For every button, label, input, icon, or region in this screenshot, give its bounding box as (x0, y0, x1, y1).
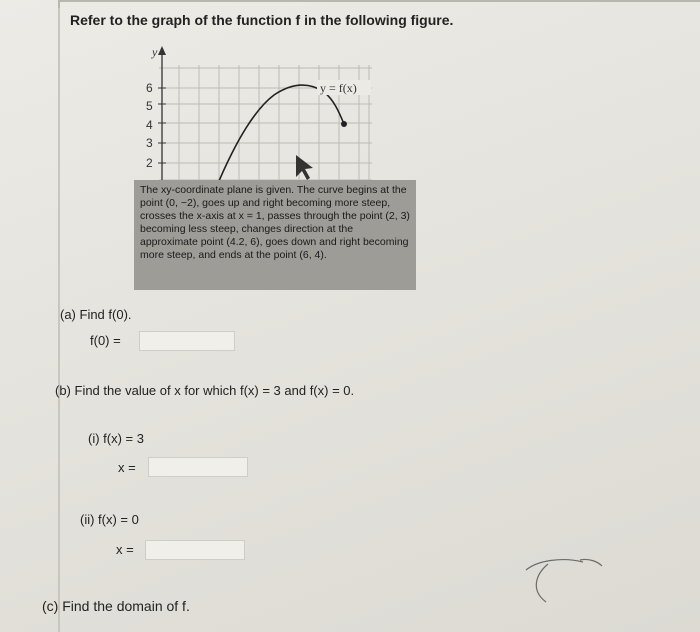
pen-scribble-mark (518, 552, 608, 612)
page-border-top (58, 0, 700, 8)
part-a-answer-label: f(0) = (90, 333, 121, 348)
part-b-ii-answer-input[interactable] (145, 540, 245, 560)
curve-endpoint (341, 121, 347, 127)
y-tick-5: 5 (146, 99, 153, 113)
part-b-ii-x-label: x = (116, 542, 134, 557)
question-title: Refer to the graph of the function f in the following figure. (70, 12, 454, 28)
part-c-prompt: (c) Find the domain of f. (42, 598, 190, 614)
function-graph (124, 40, 384, 190)
y-tick-3: 3 (146, 136, 153, 150)
y-tick-6: 6 (146, 81, 153, 95)
part-a-answer-input[interactable] (139, 331, 235, 351)
function-curve (216, 85, 344, 188)
part-a-prompt: (a) Find f(0). (60, 307, 132, 322)
y-axis-label: y (152, 45, 158, 59)
function-label: y = f(x) (320, 81, 357, 95)
part-b-i-x-label: x = (118, 460, 136, 475)
part-b-i-answer-input[interactable] (148, 457, 248, 477)
y-tick-2: 2 (146, 156, 153, 170)
part-b-prompt: (b) Find the value of x for which f(x) = 3 and f(x) = 0. (55, 383, 355, 398)
part-b-i-label: (i) f(x) = 3 (88, 431, 144, 446)
graph-description: The xy-coordinate plane is given. The curve begins at the point (0, −2), goes up and right becoming more steep, crosses the x-axis at x = 1, passes through the point (2, 3) becoming less steep, changes direction at the approximate point (4.2, 6), goes down and right becoming more steep, and ends at the point (6, 4). (134, 180, 416, 290)
part-b-ii-label: (ii) f(x) = 0 (80, 512, 139, 527)
y-axis-arrow (158, 46, 166, 55)
y-tick-4: 4 (146, 118, 153, 132)
